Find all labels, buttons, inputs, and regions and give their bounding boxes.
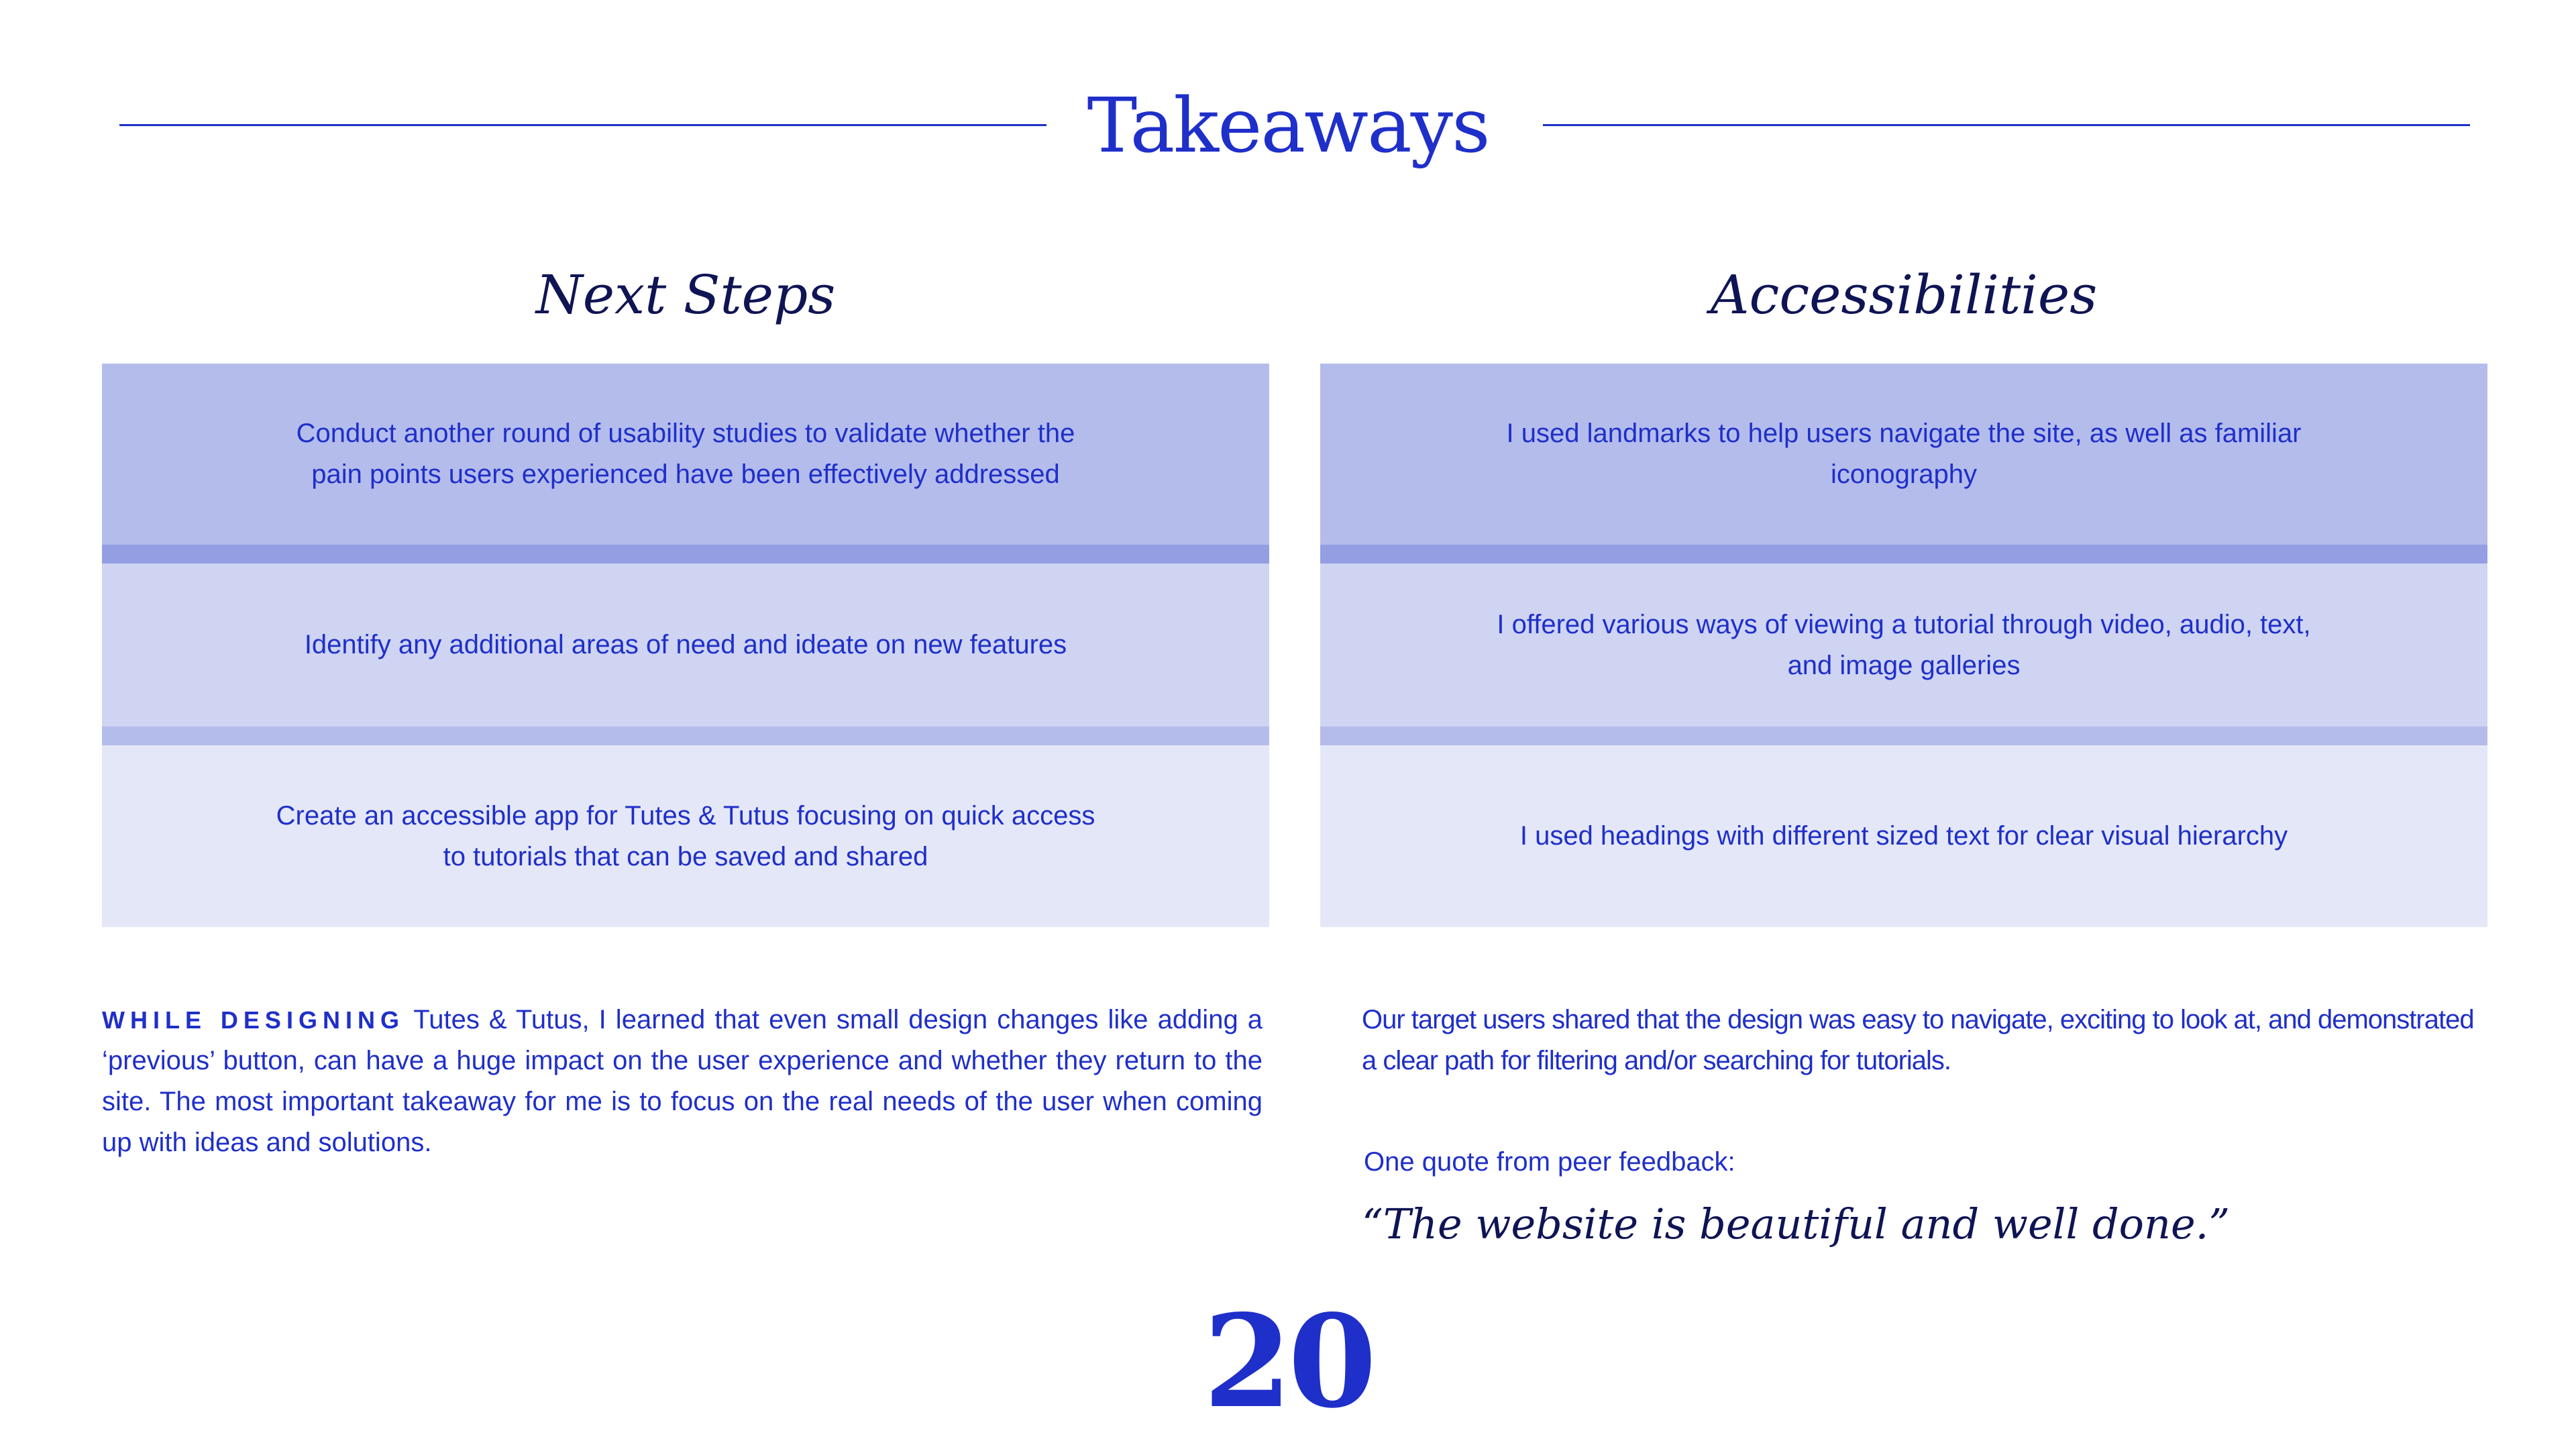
card-divider (102, 727, 1269, 745)
quote-intro: One quote from peer feedback: (1364, 1147, 1735, 1177)
accessibilities-heading: Accessibilities (1710, 264, 2098, 326)
title-rule-right (1543, 124, 2470, 126)
next-step-card-1: Conduct another round of usability studies to validate whether the pain points users experienced have been effectively addressed (102, 364, 1269, 545)
reflection-text: Tutes & Tutus, I learned that even small design changes like adding a ‘previous’ button, can have a huge impact on the user experience and whether they return to the site. The most important takeaway for me is to focus on the real needs of the user when coming up with ideas and solutions. (102, 1005, 1263, 1157)
next-steps-heading: Next Steps (535, 264, 836, 326)
design-reflection-paragraph (102, 1000, 1263, 1163)
reflection-lead-in: WHILE DESIGNING (102, 1006, 405, 1034)
peer-feedback-quote: “The website is beautiful and well done.” (1362, 1199, 2231, 1248)
accessibility-card-3: I used headings with different sized text for clear visual hierarchy (1320, 745, 2487, 927)
title-rule-left (119, 124, 1046, 126)
next-step-card-3: Create an accessible app for Tutes & Tutus focusing on quick access to tutorials that can be saved and shared (102, 745, 1269, 927)
next-step-card-2: Identify any additional areas of need and ideate on new features (102, 564, 1269, 727)
page-number: 20 (1203, 1287, 1373, 1436)
accessibility-card-1: I used landmarks to help users navigate the site, as well as familiar iconography (1320, 364, 2487, 545)
accessibilities-panel (1320, 364, 2487, 927)
card-divider (1320, 545, 2487, 564)
accessibility-card-2: I offered various ways of viewing a tutorial through video, audio, text, and image galleries (1320, 564, 2487, 727)
next-steps-panel (102, 364, 1269, 927)
page-title: Takeaways (1087, 83, 1489, 170)
card-divider (1320, 727, 2487, 745)
user-feedback-summary: Our target users shared that the design was easy to navigate, exciting to look at, and demonstrated a clear path for filtering and/or searching for tutorials. (1362, 1005, 2474, 1075)
card-divider (102, 545, 1269, 564)
